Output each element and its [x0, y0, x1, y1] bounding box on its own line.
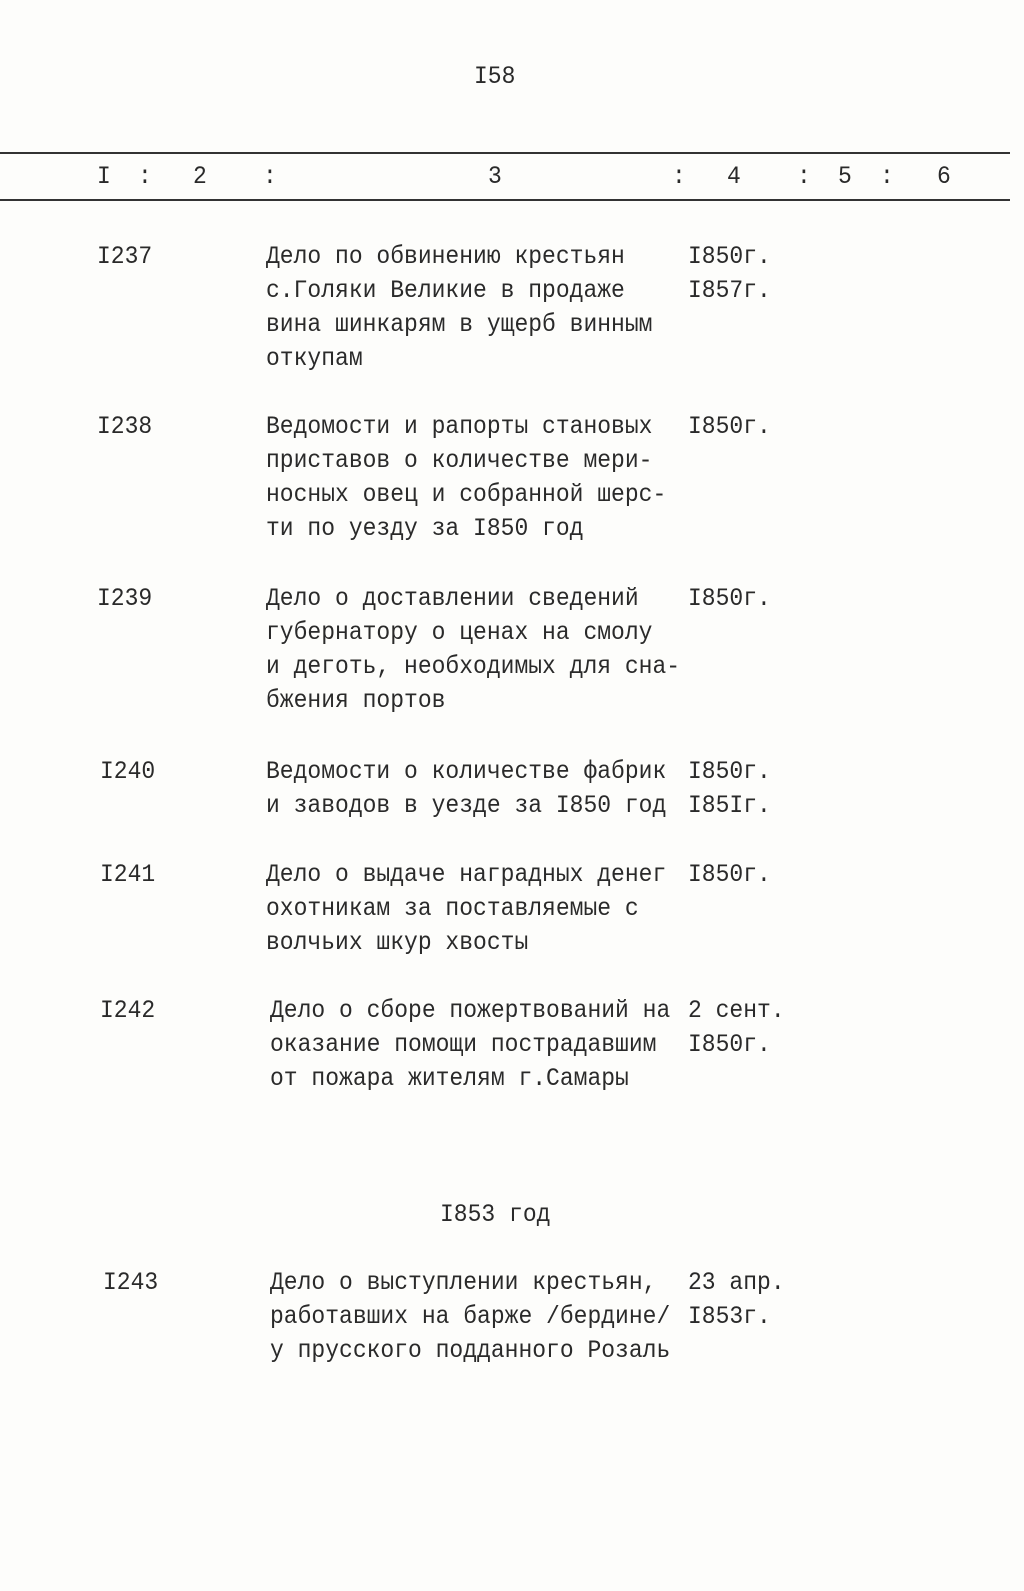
entry-description-line: и деготь, необходимых для сна- — [266, 652, 681, 681]
table-header-top-rule — [0, 152, 1010, 154]
column-separator: : — [672, 162, 686, 191]
table-header-bottom-rule — [0, 199, 1010, 201]
entry-number: I242 — [100, 996, 156, 1025]
column-separator: : — [880, 162, 894, 191]
entry-number: I237 — [97, 242, 153, 271]
entry-description-line: ти по уезду за I850 год — [266, 514, 584, 543]
column-separator: : — [263, 162, 277, 191]
entry-date: I85Iг. — [688, 791, 771, 820]
entry-date: 2 сент. — [688, 996, 785, 1025]
entry-description-line: работавших на барже /бердине/ — [270, 1302, 671, 1331]
entry-description-line: с.Голяки Великие в продаже — [266, 276, 625, 305]
entry-description-line: губернатору о ценах на смолу — [266, 618, 653, 647]
entry-description-line: приставов о количестве мери- — [266, 446, 653, 475]
page-number: I58 — [474, 62, 516, 91]
column-number-header: I — [97, 162, 111, 191]
entry-date: I850г. — [688, 412, 771, 441]
entry-description-line: волчьих шкур хвосты — [266, 928, 529, 957]
entry-date: I850г. — [688, 757, 771, 786]
entry-date: I850г. — [688, 1030, 771, 1059]
entry-number: I239 — [97, 584, 153, 613]
column-number-header: 2 — [193, 162, 207, 191]
entry-description-line: носных овец и собранной шерс- — [266, 480, 667, 509]
entry-description-line: Дело о сборе пожертвований на — [270, 996, 671, 1025]
column-number-header: 6 — [937, 162, 951, 191]
section-heading-year: I853 год — [440, 1200, 551, 1229]
entry-description-line: от пожара жителям г.Самары — [270, 1064, 629, 1093]
entry-description-line: оказание помощи пострадавшим — [270, 1030, 657, 1059]
entry-description-line: охотникам за поставляемые с — [266, 894, 639, 923]
entry-description-line: бжения портов — [266, 686, 446, 715]
column-separator: : — [797, 162, 811, 191]
entry-date: 23 апр. — [688, 1268, 785, 1297]
entry-number: I240 — [100, 757, 156, 786]
entry-description-line: и заводов в уезде за I850 год — [266, 791, 667, 820]
entry-description-line: откупам — [266, 344, 363, 373]
entry-number: I243 — [103, 1268, 159, 1297]
entry-description-line: Дело о выступлении крестьян, — [270, 1268, 657, 1297]
entry-description-line: Дело о выдаче наградных денег — [266, 860, 667, 889]
entry-date: I857г. — [688, 276, 771, 305]
column-separator: : — [138, 162, 152, 191]
entry-description-line: у прусского подданного Розаль — [270, 1336, 671, 1365]
column-number-header: 4 — [727, 162, 741, 191]
entry-description-line: Дело о доставлении сведений — [266, 584, 639, 613]
entry-date: I850г. — [688, 584, 771, 613]
entry-number: I238 — [97, 412, 153, 441]
entry-date: I853г. — [688, 1302, 771, 1331]
column-number-header: 5 — [838, 162, 852, 191]
entry-date: I850г. — [688, 242, 771, 271]
entry-description-line: Ведомости и рапорты становых — [266, 412, 653, 441]
entry-description-line: Дело по обвинению крестьян — [266, 242, 625, 271]
column-number-header: 3 — [488, 162, 502, 191]
entry-description-line: Ведомости о количестве фабрик — [266, 757, 667, 786]
entry-description-line: вина шинкарям в ущерб винным — [266, 310, 653, 339]
entry-number: I241 — [100, 860, 156, 889]
entry-date: I850г. — [688, 860, 771, 889]
